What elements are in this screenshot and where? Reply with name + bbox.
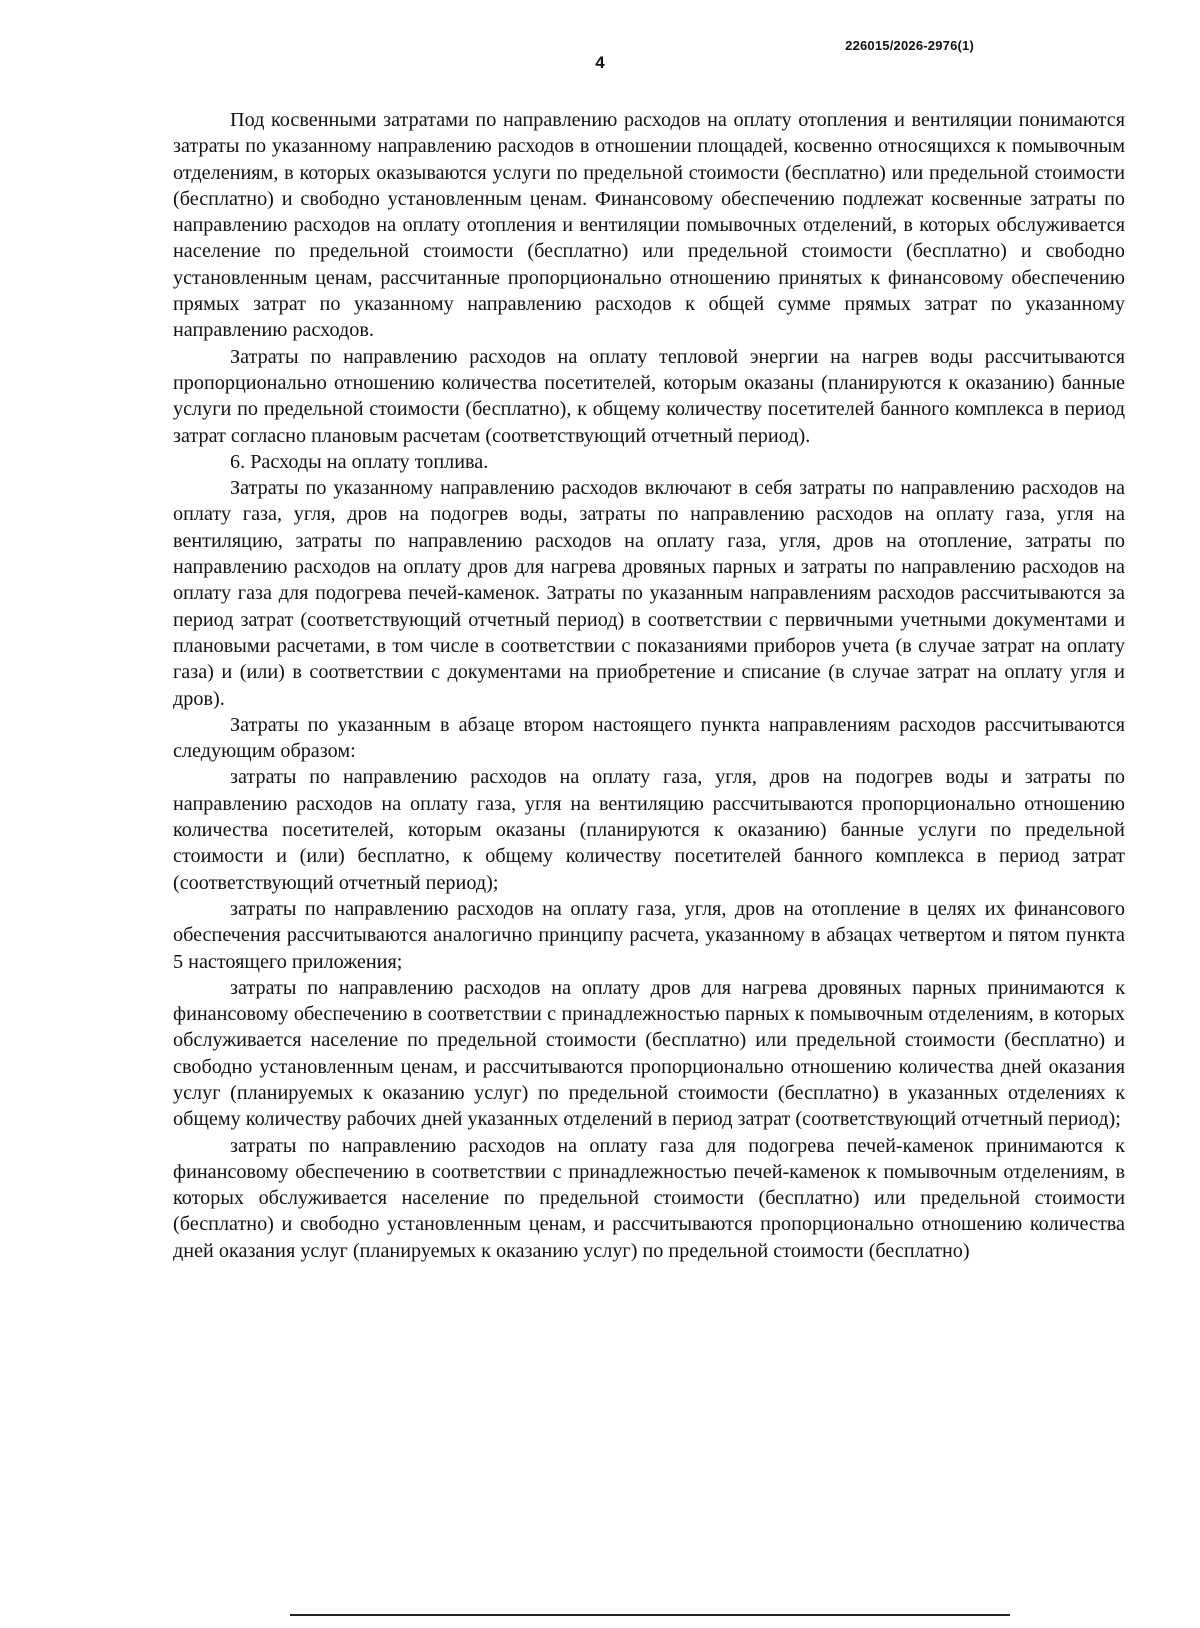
paragraph-fuel-costs: Затраты по указанному направлению расходов включают в себя затраты по направлению расходов на оплату газа, угля, дров на подогрев воды, затраты по направлению расходов на оплату газа, угля на вентиляцию, затраты по направлению расходов на оплату газа, угля, дров на отопление, затраты по направлению расходов на оплату дров для нагрева дровяных парных и затраты по направлению расходов на оплату газа для подогрева печей-каменок. Затраты по указанным направлениям расходов рассчитываются за период затрат (соответствующий отчетный период) в соответствии с первичными учетными документами и плановыми расчетами, в том числе в соответствии с показаниями приборов учета (в случае затрат на оплату газа) и (или) в соответствии с документами на приобретение и списание (в случае затрат на оплату угля и дров). (173, 477, 1125, 710)
paragraph-water-ventilation: затраты по направлению расходов на оплату газа, угля, дров на подогрев воды и затраты по направлению расходов на оплату газа, угля на вентиляцию рассчитываются пропорционально отношению количества посетителей, которым оказаны (планируются к оказанию) банные услуги по предельной стоимости и (или) бесплатно, к общему количеству посетителей банного комплекса в период затрат (соответствующий отчетный период); (173, 766, 1125, 894)
paragraph-calculation-intro: Затраты по указанным в абзаце втором настоящего пункта направлениям расходов рассчитываются следующим образом: (173, 713, 1125, 763)
document-id: 226015/2026-2976(1) (845, 38, 974, 53)
paragraph-indirect-costs: Под косвенными затратами по направлению расходов на оплату отопления и вентиляции понимаются затраты по указанному направлению расходов в отношении площадей, косвенно относящихся к помывочным отделениям, в которых оказываются услуги по предельной стоимости (бесплатно) или предельной стоимости (бесплатно) и свободно установленным ценам. Финансовому обеспечению подлежат косвенные затраты по направлению расходов на оплату отопления и вентиляции помывочных отделений, в которых обслуживается население по предельной стоимости (бесплатно) или предельной стоимости (бесплатно) и свободно установленным ценам, рассчитанные пропорционально отношению принятых к финансовому обеспечению прямых затрат по указанному направлению расходов к общей сумме прямых затрат по указанному направлению расходов. (173, 109, 1125, 342)
section-heading-fuel: 6. Расходы на оплату топлива. (230, 450, 489, 473)
paragraph-firewood-steam-rooms: затраты по направлению расходов на оплату дров для нагрева дровяных парных принимаются к финансовому обеспечению в соответствии с принадлежностью парных к помывочным отделениям, в которых обслуживается население по предельной стоимости (бесплатно) или предельной стоимости (бесплатно) и свободно установленным ценам, и рассчитываются пропорционально отношению количества дней оказания услуг (планируемых к оказанию услуг) по предельной стоимости (бесплатно) в указанных отделениях к общему количеству рабочих дней указанных отделений в период затрат (соответствующий отчетный период); (173, 976, 1125, 1131)
paragraph-heat-energy: Затраты по направлению расходов на оплату тепловой энергии на нагрев воды рассчитываются пропорционально отношению количества посетителей, которым оказаны (планируются к оказанию) банные услуги по предельной стоимости (бесплатно), к общему количеству посетителей банного комплекса в период затрат согласно плановым расчетам (соответствующий отчетный период). (173, 345, 1125, 447)
scan-edge-line (290, 1614, 1010, 1616)
document-body (173, 107, 1125, 1264)
paragraph-heating: затраты по направлению расходов на оплату газа, угля, дров на отопление в целях их финансового обеспечения рассчитываются аналогично принципу расчета, указанному в абзацах четвертом и пятом пункта 5 настоящего приложения; (173, 897, 1125, 973)
page-number: 4 (595, 53, 605, 72)
paragraph-gas-stoves: затраты по направлению расходов на оплату газа для подогрева печей-каменок принимаются к финансовому обеспечению в соответствии с принадлежностью печей-каменок к помывочным отделениям, в которых обслуживается население по предельной стоимости (бесплатно) или предельной стоимости (бесплатно) и свободно установленным ценам, и рассчитываются пропорционально отношению количества дней оказания услуг (планируемых к оказанию услуг) по предельной стоимости (бесплатно) (173, 1134, 1125, 1262)
